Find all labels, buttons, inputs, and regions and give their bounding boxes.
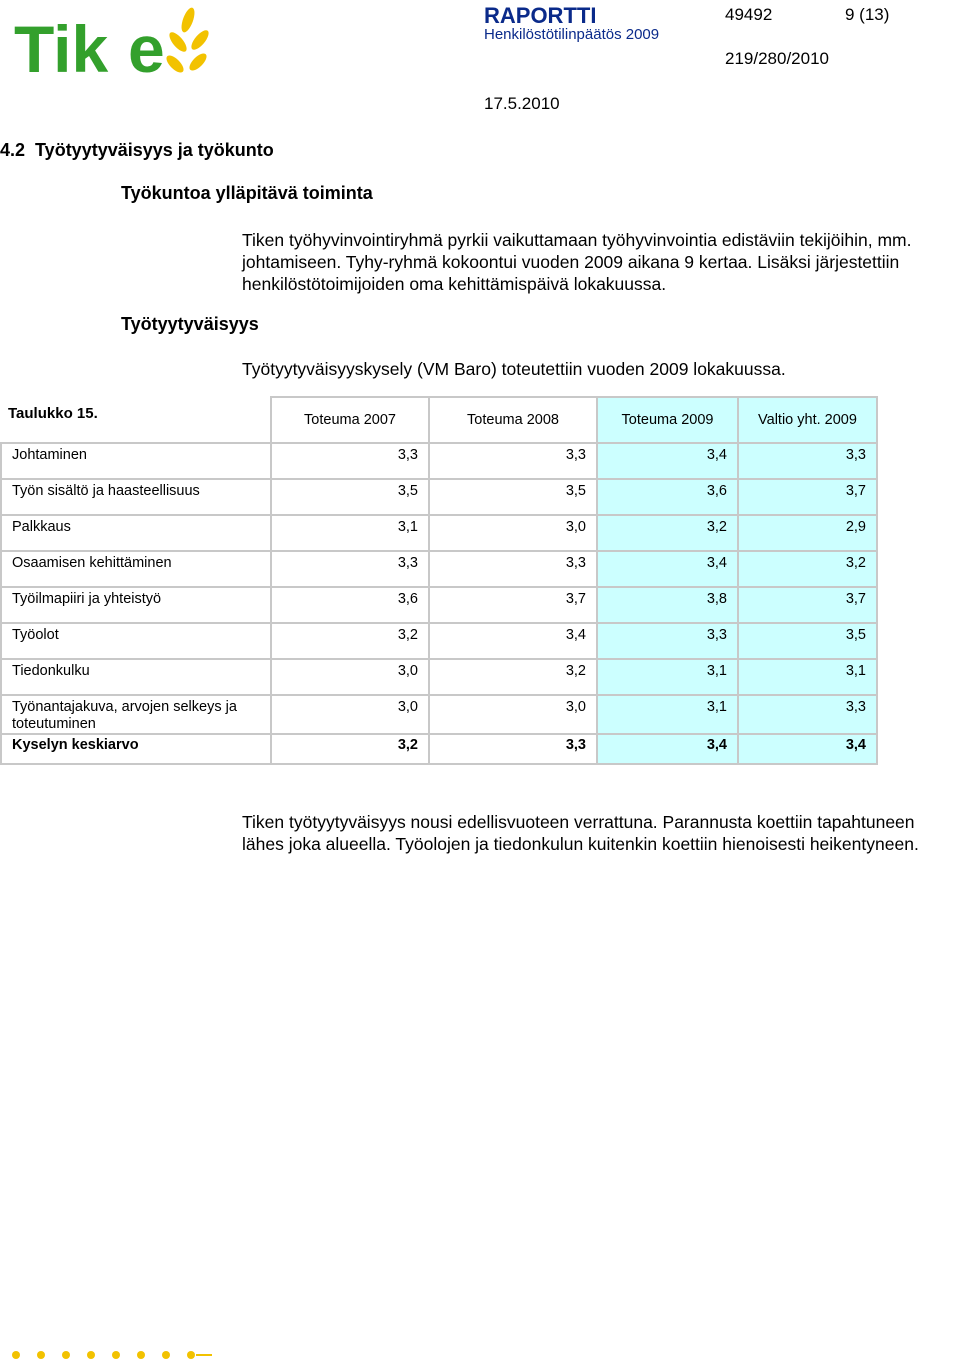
row-label: Johtaminen xyxy=(1,443,271,479)
table-cell: 3,3 xyxy=(429,734,597,764)
table-row xyxy=(1,695,877,734)
table-row xyxy=(1,587,877,623)
table-cell: 3,3 xyxy=(597,623,738,659)
satisfaction-paragraph: Työtyytyväisyyskysely (VM Baro) toteutettiin vuoden 2009 lokakuussa. xyxy=(242,359,786,379)
table-cell: 3,4 xyxy=(597,551,738,587)
svg-text:e: e xyxy=(128,12,165,80)
table-cell: 3,3 xyxy=(738,443,877,479)
table-cell: 3,7 xyxy=(738,479,877,515)
column-header: Toteuma 2008 xyxy=(429,397,597,443)
diary-number: 219/280/2010 xyxy=(725,49,829,68)
table-cell: 3,8 xyxy=(597,587,738,623)
table-caption: Taulukko 15. xyxy=(8,405,98,422)
table-cell: 2,9 xyxy=(738,515,877,551)
table-row xyxy=(1,551,877,587)
column-header: Toteuma 2007 xyxy=(271,397,429,443)
row-label: Työn sisältö ja haasteellisuus xyxy=(1,479,271,515)
table-cell: 3,7 xyxy=(429,587,597,623)
table-cell: 3,0 xyxy=(429,695,597,734)
report-subtitle: Henkilöstötilinpäätös 2009 xyxy=(484,26,660,43)
row-label: Työnantajakuva, arvojen selkeys ja toteutuminen xyxy=(1,695,271,734)
table-header-row xyxy=(1,397,877,443)
table-cell: 3,0 xyxy=(429,515,597,551)
table-cell: 3,2 xyxy=(271,623,429,659)
table-cell: 3,3 xyxy=(429,443,597,479)
table-cell: 3,1 xyxy=(738,659,877,695)
table-cell: 3,2 xyxy=(738,551,877,587)
table-cell: 3,3 xyxy=(429,551,597,587)
table-cell: 3,2 xyxy=(597,515,738,551)
table-corner xyxy=(1,397,271,443)
row-label: Palkkaus xyxy=(1,515,271,551)
table-cell: 3,1 xyxy=(597,659,738,695)
subsection-heading-satisfaction: Työtyytyväisyys xyxy=(121,314,259,334)
table-cell: 3,5 xyxy=(738,623,877,659)
subsection-heading-work-capacity: Työkuntoa ylläpitävä toiminta xyxy=(121,183,373,203)
row-label: Työilmapiiri ja yhteistyö xyxy=(1,587,271,623)
table-summary-row xyxy=(1,734,877,764)
table-cell: 3,3 xyxy=(738,695,877,734)
table-cell: 3,6 xyxy=(271,587,429,623)
table-cell: 3,3 xyxy=(271,443,429,479)
table-cell: 3,5 xyxy=(429,479,597,515)
column-header: Toteuma 2009 xyxy=(597,397,738,443)
table-cell: 3,6 xyxy=(597,479,738,515)
table-cell: 3,1 xyxy=(271,515,429,551)
table-row xyxy=(1,659,877,695)
svg-text:Tik: Tik xyxy=(14,12,109,80)
row-label: Tiedonkulku xyxy=(1,659,271,695)
tike-logo xyxy=(12,2,212,80)
table-row xyxy=(1,623,877,659)
table-cell: 3,0 xyxy=(271,659,429,695)
table-cell: 3,0 xyxy=(271,695,429,734)
table-cell: 3,4 xyxy=(597,734,738,764)
table-cell: 3,1 xyxy=(597,695,738,734)
work-capacity-paragraph: Tiken työhyvinvointiryhmä pyrkii vaikuttamaan työhyvinvointia edistäviin tekijöihin, mm. johtamiseen. Tyhy-ryhmä kokoontui vuoden 2009 aikana 9 kertaa. Lisäksi järjestettiin henkilöstötoimijoiden oma kehittämispäivä lokakuussa. xyxy=(242,230,912,294)
table-cell: 3,3 xyxy=(271,551,429,587)
row-label: Osaamisen kehittäminen xyxy=(1,551,271,587)
document-date: 17.5.2010 xyxy=(484,94,560,113)
table-cell: 3,5 xyxy=(271,479,429,515)
conclusion-paragraph: Tiken työtyytyväisyys nousi edellisvuoteen verrattuna. Parannusta koettiin tapahtuneen lähes joka alueella. Työolojen ja tiedonkulun kuitenkin koettiin hienoisesti heikentyneen. xyxy=(242,812,919,854)
table-row xyxy=(1,479,877,515)
document-number: 49492 xyxy=(725,5,773,24)
row-label: Kyselyn keskiarvo xyxy=(1,734,271,764)
table-row xyxy=(1,443,877,479)
satisfaction-table xyxy=(0,396,878,765)
table-cell: 3,2 xyxy=(429,659,597,695)
section-heading: 4.2 Työtyytyväisyys ja työkunto xyxy=(0,140,274,160)
column-header: Valtio yht. 2009 xyxy=(738,397,877,443)
table-row xyxy=(1,515,877,551)
table-cell: 3,4 xyxy=(597,443,738,479)
page-number: 9 (13) xyxy=(845,5,890,24)
table-cell: 3,4 xyxy=(429,623,597,659)
report-title: RAPORTTI xyxy=(484,3,597,28)
footer-dots-decoration xyxy=(12,1349,212,1361)
table-cell: 3,4 xyxy=(738,734,877,764)
table-cell: 3,2 xyxy=(271,734,429,764)
table-cell: 3,7 xyxy=(738,587,877,623)
row-label: Työolot xyxy=(1,623,271,659)
